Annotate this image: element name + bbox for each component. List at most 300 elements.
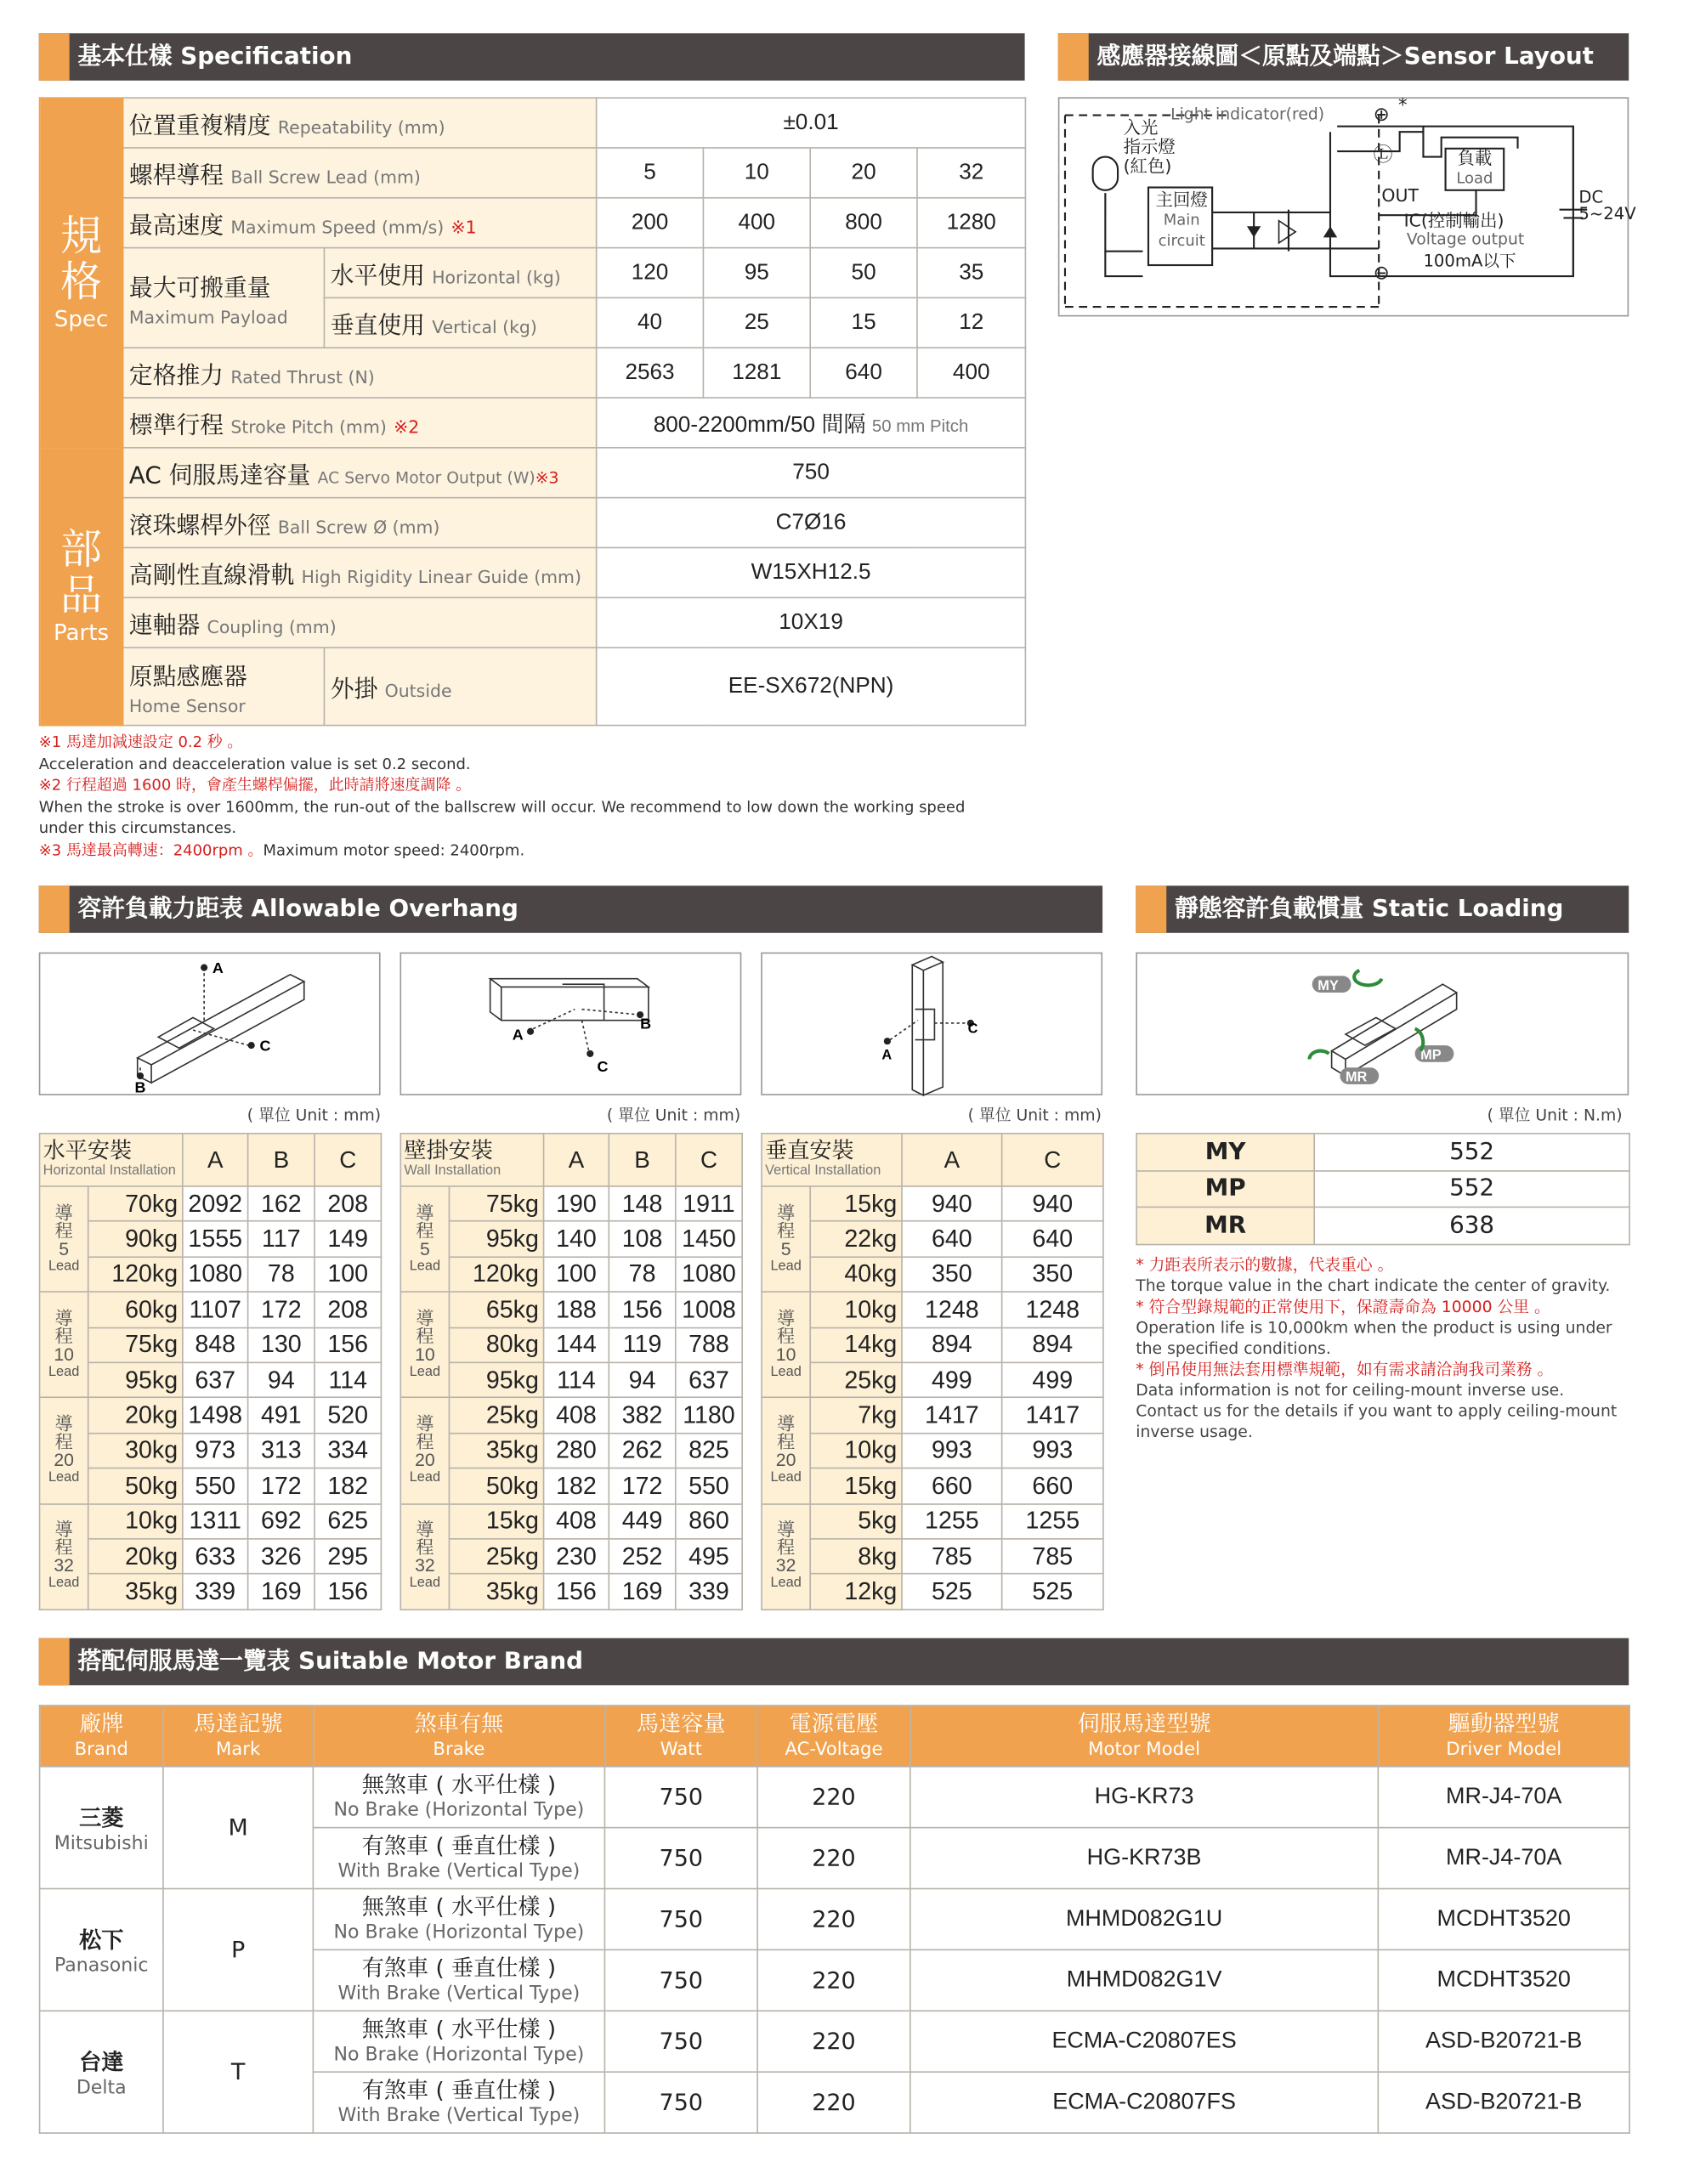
plus-terminal: ⊕	[1373, 104, 1390, 127]
load-weight: 20kg	[88, 1539, 183, 1574]
overhang-value: 940	[1002, 1186, 1103, 1221]
lead-label: 導 程 20 Lead	[400, 1398, 449, 1503]
load-weight: 25kg	[449, 1398, 543, 1433]
moment-label-mr: MR	[1136, 1207, 1314, 1243]
overhang-value: 208	[314, 1186, 381, 1221]
overhang-value: 660	[1002, 1468, 1103, 1503]
overhang-value: 295	[314, 1539, 381, 1574]
main-circuit-label: 主回燈 Main circuit	[1155, 189, 1208, 251]
overhang-value: 491	[248, 1398, 314, 1433]
overhang-value: 1248	[902, 1292, 1002, 1327]
mark-cell: T	[163, 2011, 313, 2133]
horizontal-install-diagram	[39, 953, 381, 1095]
overhang-value: 633	[183, 1539, 248, 1574]
lead-label: 導 程 20 Lead	[40, 1398, 88, 1503]
overhang-value: 326	[248, 1539, 314, 1574]
overhang-row	[400, 1433, 742, 1468]
lead-label: 導 程 10 Lead	[40, 1292, 88, 1397]
overhang-value: 172	[609, 1468, 675, 1503]
motor-header-row	[40, 1706, 1629, 1767]
overhang-row	[40, 1433, 382, 1468]
motor-cell: 220	[757, 1767, 910, 1828]
lead-label: 導 程 5 Lead	[400, 1186, 449, 1292]
overhang-value: 1311	[183, 1503, 248, 1538]
overhang-value: 78	[248, 1257, 314, 1292]
overhang-row	[40, 1327, 382, 1362]
overhang-value: 1008	[676, 1292, 742, 1327]
lead-label: 導 程 10 Lead	[400, 1292, 449, 1397]
overhang-row	[762, 1433, 1103, 1468]
overhang-value: 190	[544, 1186, 609, 1221]
motor-row	[40, 1889, 1629, 1950]
load-weight: 60kg	[88, 1292, 183, 1327]
overhang-value: 499	[1002, 1362, 1103, 1397]
ic-label: IC(控制輸出)	[1403, 209, 1504, 231]
vertical-overhang-table	[761, 1133, 1104, 1610]
svg-text:A: A	[212, 959, 224, 977]
overhang-value: 156	[544, 1574, 609, 1609]
moment-table	[1136, 1133, 1630, 1245]
spec-row-payload-h: 最大可搬重量 Maximum Payload 水平使用 Horizontal (kg) 120 95 50 35	[40, 248, 1026, 298]
spec-row-guide: 高剛性直線滑軌 High Rigidity Linear Guide (mm) W15XH12.5	[40, 547, 1026, 597]
spec-header: 基本仕樣 Specification	[39, 33, 1025, 81]
lead-label: 導 程 32 Lead	[40, 1503, 88, 1609]
brake-cell: 有煞車 ( 垂直仕樣 ) With Brake (Vertical Type)	[313, 1949, 604, 2011]
overhang-value: 637	[183, 1362, 248, 1397]
load-weight: 7kg	[810, 1398, 902, 1433]
overhang-row	[40, 1221, 382, 1256]
svg-text:A: A	[881, 1047, 892, 1063]
overhang-value: 940	[902, 1186, 1002, 1221]
overhang-value: 640	[1002, 1221, 1103, 1256]
spec-row-repeat: 規 格 Spec 位置重複精度 Repeatability (mm) ±0.01	[40, 98, 1026, 148]
overhang-value: 785	[902, 1539, 1002, 1574]
spec-row-speed: 最高速度 Maximum Speed (mm/s) ※1 200 400 800 1280	[40, 198, 1026, 248]
moment-value-mp: 552	[1314, 1170, 1629, 1207]
overhang-value: 169	[609, 1574, 675, 1609]
motor-col-header: 煞車有無 Brake	[313, 1706, 604, 1767]
overhang-row	[400, 1539, 742, 1574]
col-a: A	[902, 1134, 1002, 1186]
spec-side-label: 規 格 Spec	[40, 98, 123, 448]
col-b: B	[609, 1134, 675, 1186]
load-label: 負載 Load	[1456, 147, 1493, 188]
overhang-value: 1180	[676, 1398, 742, 1433]
overhang-header-row	[762, 1134, 1103, 1186]
overhang-row	[400, 1221, 742, 1256]
motor-brand-table	[39, 1705, 1630, 2134]
overhang-value: 1107	[183, 1292, 248, 1327]
load-weight: 95kg	[449, 1221, 543, 1256]
motor-cell: 220	[757, 2011, 910, 2072]
overhang-value: 1450	[676, 1221, 742, 1256]
overhang-row	[762, 1362, 1103, 1397]
overhang-value: 640	[902, 1221, 1002, 1256]
overhang-value: 1555	[183, 1221, 248, 1256]
overhang-value: 625	[314, 1503, 381, 1538]
overhang-row	[400, 1362, 742, 1397]
load-weight: 15kg	[449, 1503, 543, 1538]
load-weight: 120kg	[88, 1257, 183, 1292]
overhang-unit-v: ( 單位 Unit : mm)	[967, 1105, 1102, 1125]
load-weight: 10kg	[88, 1503, 183, 1538]
overhang-value: 1080	[183, 1257, 248, 1292]
motor-cell: 750	[604, 2011, 757, 2072]
load-weight: 12kg	[810, 1574, 902, 1609]
motor-col-header: 馬達容量 Watt	[604, 1706, 757, 1767]
load-weight: 75kg	[88, 1327, 183, 1362]
overhang-row	[762, 1221, 1103, 1256]
overhang-value: 339	[183, 1574, 248, 1609]
overhang-value: 637	[676, 1362, 742, 1397]
motor-cell: ASD-B20721-B	[1378, 2072, 1629, 2133]
brake-cell: 無煞車 ( 水平仕樣 ) No Brake (Horizontal Type)	[313, 1767, 604, 1828]
moment-diagram	[1136, 953, 1629, 1095]
motor-col-header: 馬達記號 Mark	[163, 1706, 313, 1767]
overhang-value: 848	[183, 1327, 248, 1362]
overhang-value: 230	[544, 1539, 609, 1574]
overhang-value: 350	[1002, 1257, 1103, 1292]
overhang-row	[400, 1186, 742, 1221]
motor-cell: ECMA-C20807FS	[910, 2072, 1379, 2133]
minus-terminal: ⊖	[1373, 262, 1390, 285]
mark-cell: P	[163, 1889, 313, 2011]
spec-row-stroke: 標準行程 Stroke Pitch (mm) ※2 800-2200mm/50 間隔 50 mm Pitch	[40, 398, 1026, 448]
load-weight: 10kg	[810, 1433, 902, 1468]
overhang-value: 973	[183, 1433, 248, 1468]
out-label: OUT	[1381, 184, 1419, 206]
overhang-value: 334	[314, 1433, 381, 1468]
svg-text:C: C	[259, 1037, 271, 1055]
overhang-row	[400, 1292, 742, 1327]
load-weight: 50kg	[88, 1468, 183, 1503]
current-label: 100mA以下	[1423, 251, 1516, 271]
overhang-value: 408	[544, 1398, 609, 1433]
motor-row	[40, 1767, 1629, 1828]
lead-label: 導 程 32 Lead	[400, 1503, 449, 1609]
brand-cell: 松下 Panasonic	[40, 1889, 163, 2011]
overhang-value: 550	[676, 1468, 742, 1503]
brand-cell: 三菱 Mitsubishi	[40, 1767, 163, 1889]
overhang-row	[762, 1398, 1103, 1433]
light-indicator-label: Light indicator(red)	[1170, 104, 1325, 124]
overhang-row	[400, 1468, 742, 1503]
overhang-value: 119	[609, 1327, 675, 1362]
install-type-label: 水平安裝 Horizontal Installation	[40, 1134, 183, 1186]
overhang-value: 182	[544, 1468, 609, 1503]
overhang-value: 117	[248, 1221, 314, 1256]
load-weight: 35kg	[88, 1574, 183, 1609]
overhang-unit-h: ( 單位 Unit : mm)	[246, 1105, 382, 1125]
load-weight: 25kg	[810, 1362, 902, 1397]
spec-row-home: 原點感應器 Home Sensor 外掛 Outside EE-SX672(NPN)	[40, 648, 1026, 725]
l-terminal: Ⓛ	[1373, 144, 1393, 167]
overhang-value: 156	[314, 1327, 381, 1362]
overhang-value: 262	[609, 1433, 675, 1468]
spec-row-motor: 部 品 Parts AC 伺服馬達容量 AC Servo Motor Output (W)※3 750	[40, 448, 1026, 498]
overhang-value: 140	[544, 1221, 609, 1256]
overhang-header-row	[400, 1134, 742, 1186]
spec-row-coupling: 連軸器 Coupling (mm) 10X19	[40, 597, 1026, 648]
load-weight: 10kg	[810, 1292, 902, 1327]
overhang-value: 100	[314, 1257, 381, 1292]
load-weight: 70kg	[88, 1186, 183, 1221]
spec-table	[39, 97, 1027, 726]
overhang-unit-w: ( 單位 Unit : mm)	[606, 1105, 741, 1125]
motor-col-header: 廠牌 Brand	[40, 1706, 163, 1767]
svg-text:MP: MP	[1420, 1047, 1442, 1063]
overhang-value: 339	[676, 1574, 742, 1609]
overhang-value: 1417	[902, 1398, 1002, 1433]
spec-notes: ※1 馬達加減速設定 0.2 秒 。 Acceleration and deacceleration value is set 0.2 second. ※2 行程超過 1600 時，會產生螺桿偏擺，此時請將速度調降 。 When the stroke is over 1600mm, the run-out of the ballscrew will occur. We recommend to low down the working speed under this circumstances. ※3 馬達最高轉速：2400rpm 。Maximum motor speed: 2400rpm.	[38, 733, 966, 859]
motor-cell: 750	[604, 1949, 757, 2011]
overhang-value: 788	[676, 1327, 742, 1362]
motor-cell: MHMD082G1V	[910, 1949, 1379, 2011]
load-weight: 80kg	[449, 1327, 543, 1362]
load-weight: 40kg	[810, 1257, 902, 1292]
overhang-row	[40, 1362, 382, 1397]
overhang-header: 容許負載力距表 Allowable Overhang	[39, 885, 1102, 933]
load-weight: 15kg	[810, 1468, 902, 1503]
overhang-value: 94	[248, 1362, 314, 1397]
overhang-row	[762, 1574, 1103, 1609]
motor-cell: ASD-B20721-B	[1378, 2011, 1629, 2072]
motor-cell: 220	[757, 1889, 910, 1950]
overhang-row	[762, 1468, 1103, 1503]
motor-cell: 750	[604, 1889, 757, 1950]
load-weight: 8kg	[810, 1539, 902, 1574]
overhang-row	[40, 1257, 382, 1292]
overhang-value: 172	[248, 1292, 314, 1327]
parts-side-label: 部 品 Parts	[40, 448, 123, 726]
overhang-row	[762, 1292, 1103, 1327]
lead-label: 導 程 10 Lead	[762, 1292, 810, 1397]
load-weight: 22kg	[810, 1221, 902, 1256]
col-b: B	[248, 1134, 314, 1186]
col-a: A	[183, 1134, 248, 1186]
svg-text:B: B	[640, 1015, 652, 1033]
motor-cell: HG-KR73B	[910, 1828, 1379, 1889]
svg-text:C: C	[967, 1021, 978, 1037]
col-c: C	[676, 1134, 742, 1186]
moment-label-my: MY	[1136, 1134, 1314, 1170]
motor-cell: 220	[757, 1828, 910, 1889]
install-type-label: 垂直安裝 Vertical Installation	[762, 1134, 902, 1186]
overhang-value: 525	[1002, 1574, 1103, 1609]
overhang-value: 785	[1002, 1539, 1103, 1574]
overhang-value: 78	[609, 1257, 675, 1292]
overhang-row	[40, 1539, 382, 1574]
svg-text:MR: MR	[1345, 1069, 1368, 1085]
overhang-row	[40, 1468, 382, 1503]
lead-label: 導 程 5 Lead	[762, 1186, 810, 1292]
motor-col-header: 伺服馬達型號 Motor Model	[910, 1706, 1379, 1767]
overhang-value: 1417	[1002, 1398, 1103, 1433]
overhang-value: 1255	[1002, 1503, 1103, 1538]
load-weight: 15kg	[810, 1186, 902, 1221]
overhang-value: 172	[248, 1468, 314, 1503]
load-weight: 35kg	[449, 1433, 543, 1468]
overhang-value: 1255	[902, 1503, 1002, 1538]
overhang-value: 550	[183, 1468, 248, 1503]
overhang-value: 162	[248, 1186, 314, 1221]
overhang-value: 280	[544, 1433, 609, 1468]
lead-label: 導 程 20 Lead	[762, 1398, 810, 1503]
overhang-row	[40, 1186, 382, 1221]
overhang-value: 100	[544, 1257, 609, 1292]
overhang-row	[400, 1574, 742, 1609]
wall-install-diagram	[400, 953, 741, 1095]
spec-row-payload-v: 垂直使用 Vertical (kg) 40 25 15 12	[40, 297, 1026, 348]
brake-cell: 無煞車 ( 水平仕樣 ) No Brake (Horizontal Type)	[313, 1889, 604, 1950]
sensor-header: 感應器接線圖＜原點及端點＞Sensor Layout	[1058, 33, 1629, 81]
brand-cell: 台達 Delta	[40, 2011, 163, 2133]
overhang-value: 313	[248, 1433, 314, 1468]
overhang-value: 408	[544, 1503, 609, 1538]
install-type-label: 壁掛安裝 Wall Installation	[400, 1134, 543, 1186]
motor-cell: 220	[757, 1949, 910, 2011]
overhang-row	[40, 1574, 382, 1609]
sensor-diagram	[1058, 95, 1636, 316]
load-weight: 65kg	[449, 1292, 543, 1327]
overhang-row	[762, 1327, 1103, 1362]
overhang-row	[400, 1398, 742, 1433]
load-weight: 120kg	[449, 1257, 543, 1292]
load-weight: 35kg	[449, 1574, 543, 1609]
motor-cell: MR-J4-70A	[1378, 1767, 1629, 1828]
overhang-value: 495	[676, 1539, 742, 1574]
overhang-value: 114	[314, 1362, 381, 1397]
vertical-install-diagram	[761, 953, 1102, 1095]
dc-voltage-label: 5~24V	[1578, 204, 1636, 224]
load-weight: 25kg	[449, 1539, 543, 1574]
overhang-value: 252	[609, 1539, 675, 1574]
overhang-value: 449	[609, 1503, 675, 1538]
overhang-value: 1080	[676, 1257, 742, 1292]
overhang-value: 2092	[183, 1186, 248, 1221]
overhang-row	[762, 1503, 1103, 1538]
overhang-value: 520	[314, 1398, 381, 1433]
overhang-value: 188	[544, 1292, 609, 1327]
load-weight: 20kg	[88, 1398, 183, 1433]
overhang-value: 993	[1002, 1433, 1103, 1468]
motor-cell: 750	[604, 1828, 757, 1889]
overhang-value: 130	[248, 1327, 314, 1362]
overhang-value: 350	[902, 1257, 1002, 1292]
motor-cell: MCDHT3520	[1378, 1889, 1629, 1950]
overhang-value: 144	[544, 1327, 609, 1362]
svg-text:B: B	[134, 1078, 146, 1096]
svg-text:C: C	[597, 1058, 609, 1076]
spec-row-screw: 滾珠螺桿外徑 Ball Screw Ø (mm) C7Ø16	[40, 498, 1026, 548]
motor-row	[40, 2011, 1629, 2072]
overhang-value: 692	[248, 1503, 314, 1538]
overhang-row	[40, 1398, 382, 1433]
brake-cell: 無煞車 ( 水平仕樣 ) No Brake (Horizontal Type)	[313, 2011, 604, 2072]
star-mark: *	[1398, 95, 1408, 117]
spec-row-lead: 螺桿導程 Ball Screw Lead (mm) 5 10 20 32	[40, 148, 1026, 198]
motor-cell: 750	[604, 2072, 757, 2133]
overhang-row	[400, 1503, 742, 1538]
overhang-value: 382	[609, 1398, 675, 1433]
dc-label: DC	[1578, 187, 1604, 207]
horizontal-overhang-table	[39, 1133, 382, 1610]
overhang-value: 894	[1002, 1327, 1103, 1362]
mark-cell: M	[163, 1767, 313, 1889]
overhang-row	[400, 1257, 742, 1292]
lead-label: 導 程 5 Lead	[40, 1186, 88, 1292]
overhang-value: 156	[314, 1574, 381, 1609]
overhang-value: 1498	[183, 1398, 248, 1433]
overhang-row	[762, 1539, 1103, 1574]
overhang-value: 525	[902, 1574, 1002, 1609]
overhang-value: 825	[676, 1433, 742, 1468]
overhang-row	[762, 1186, 1103, 1221]
overhang-value: 182	[314, 1468, 381, 1503]
voltage-output-label: Voltage output	[1406, 229, 1525, 249]
motor-cell: MCDHT3520	[1378, 1949, 1629, 2011]
overhang-row	[400, 1327, 742, 1362]
overhang-row	[40, 1292, 382, 1327]
moment-notes: * 力距表所表示的數據，代表重心 。 The torque value in the chart indicate the center of gravity. * 符合型錄規範的正常使用下，保證壽命為 10000 公里 。 Operation life is 10,000km when the product is using under the specified conditions. * 倒吊使用無法套用標準規範，如有需求請洽詢我司業務 。 Data information is not for ceiling-mount inverse use. Contact us for the details if you want to apply ceiling-mount inverse usage.	[1136, 1254, 1618, 1441]
load-weight: 5kg	[810, 1503, 902, 1538]
moment-value-mr: 638	[1314, 1207, 1629, 1243]
brake-cell: 有煞車 ( 垂直仕樣 ) With Brake (Vertical Type)	[313, 2072, 604, 2133]
overhang-value: 1911	[676, 1186, 742, 1221]
motor-col-header: 驅動器型號 Driver Model	[1378, 1706, 1629, 1767]
svg-text:MY: MY	[1318, 977, 1339, 993]
overhang-value: 169	[248, 1574, 314, 1609]
overhang-value: 894	[902, 1327, 1002, 1362]
load-weight: 75kg	[449, 1186, 543, 1221]
svg-text:A: A	[512, 1026, 524, 1044]
overhang-value: 108	[609, 1221, 675, 1256]
motor-cell: HG-KR73	[910, 1767, 1379, 1828]
load-weight: 95kg	[449, 1362, 543, 1397]
motor-cell: MR-J4-70A	[1378, 1828, 1629, 1889]
motor-cell: 750	[604, 1767, 757, 1828]
moment-unit: ( 單位 Unit : N.m)	[1487, 1105, 1623, 1125]
moment-header: 靜態容許負載慣量 Static Loading	[1136, 885, 1629, 933]
spec-row-thrust: 定格推力 Rated Thrust (N) 2563 1281 640 400	[40, 348, 1026, 398]
motor-header: 搭配伺服馬達一覽表 Suitable Motor Brand	[39, 1638, 1629, 1686]
overhang-value: 499	[902, 1362, 1002, 1397]
col-a: A	[544, 1134, 609, 1186]
overhang-value: 860	[676, 1503, 742, 1538]
load-weight: 50kg	[449, 1468, 543, 1503]
load-weight: 90kg	[88, 1221, 183, 1256]
load-weight: 14kg	[810, 1327, 902, 1362]
overhang-header-row	[40, 1134, 382, 1186]
overhang-value: 660	[902, 1468, 1002, 1503]
overhang-value: 148	[609, 1186, 675, 1221]
overhang-row	[762, 1257, 1103, 1292]
overhang-value: 993	[902, 1433, 1002, 1468]
overhang-value: 149	[314, 1221, 381, 1256]
col-c: C	[314, 1134, 381, 1186]
moment-value-my: 552	[1314, 1134, 1629, 1170]
overhang-value: 94	[609, 1362, 675, 1397]
col-c: C	[1002, 1134, 1103, 1186]
load-weight: 30kg	[88, 1433, 183, 1468]
overhang-row	[40, 1503, 382, 1538]
overhang-value: 1248	[1002, 1292, 1103, 1327]
motor-cell: ECMA-C20807ES	[910, 2011, 1379, 2072]
wall-overhang-table	[400, 1133, 743, 1610]
light-indicator-zh: 入光 指示燈 (紅色)	[1123, 116, 1176, 177]
overhang-value: 156	[609, 1292, 675, 1327]
overhang-value: 114	[544, 1362, 609, 1397]
